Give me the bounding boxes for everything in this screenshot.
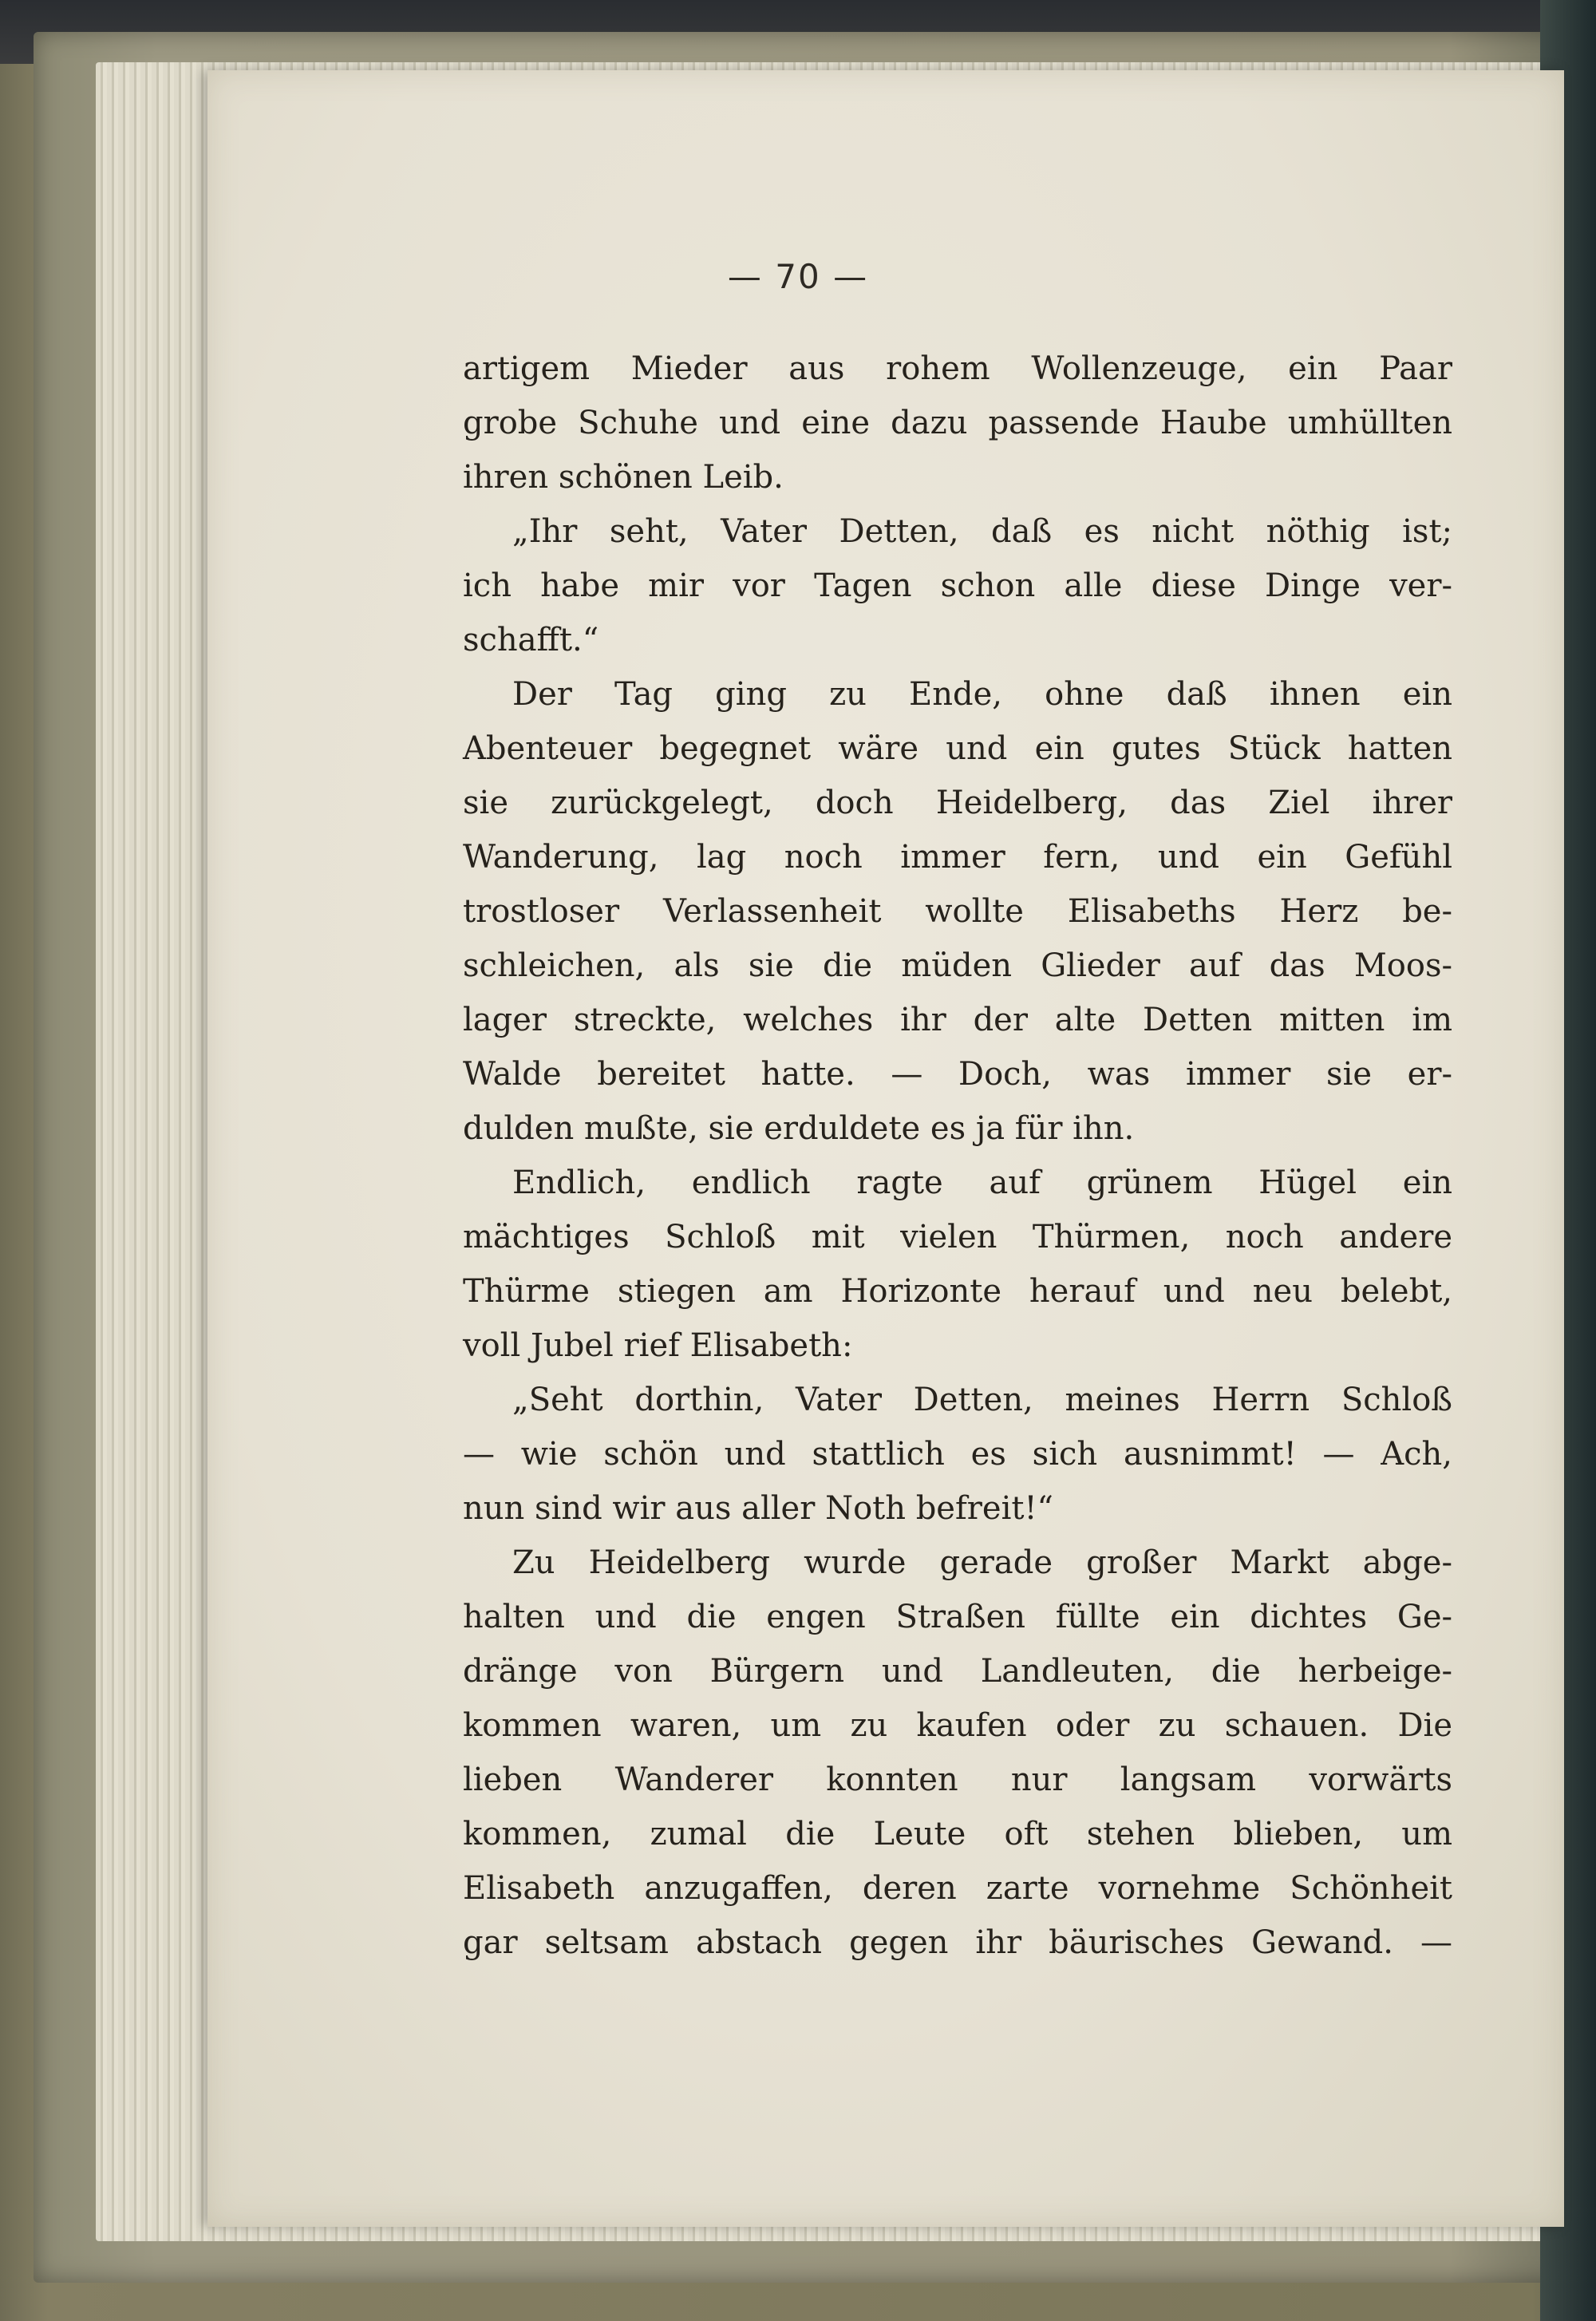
text-line: grobe Schuhe und eine dazu passende Haube umhüllten <box>463 405 1452 441</box>
text-line: kommen waren, um zu kaufen oder zu schauen. Die <box>463 1707 1452 1744</box>
text-line: ich habe mir vor Tagen schon alle diese Dinge ver- <box>463 567 1452 604</box>
text-line: gar seltsam abstach gegen ihr bäurisches Gewand. — <box>463 1924 1452 1961</box>
text-line: „Ihr seht, Vater Detten, daß es nicht nöthig ist; <box>512 513 1452 550</box>
text-line: kommen, zumal die Leute oft stehen blieben, um <box>463 1816 1452 1852</box>
text-line: mächtiges Schloß mit vielen Thürmen, noch andere <box>463 1219 1452 1255</box>
text-line: lager streckte, welches ihr der alte Detten mitten im <box>463 1002 1452 1038</box>
text-line: nun sind wir aus aller Noth befreit!“ <box>463 1490 1053 1527</box>
text-line: schafft.“ <box>463 622 599 658</box>
text-line: halten und die engen Straßen füllte ein dichtes Ge- <box>463 1599 1452 1635</box>
page-number: — 70 — <box>727 257 869 296</box>
page-text <box>463 342 1452 1970</box>
text-line: sie zurückgelegt, doch Heidelberg, das Ziel ihrer <box>463 785 1452 821</box>
text-line: ihren schönen Leib. <box>463 459 784 496</box>
text-line: dulden mußte, sie erduldete es ja für ihn. <box>463 1110 1135 1147</box>
text-line: Elisabeth anzugaffen, deren zarte vornehme Schönheit <box>463 1870 1452 1907</box>
text-line: — wie schön und stattlich es sich ausnimmt! — Ach, <box>463 1436 1452 1473</box>
text-line: dränge von Bürgern und Landleuten, die herbeige- <box>463 1653 1452 1690</box>
text-line: Der Tag ging zu Ende, ohne daß ihnen ein <box>512 676 1452 713</box>
text-line: lieben Wanderer konnten nur langsam vorwärts <box>463 1762 1452 1798</box>
text-line: artigem Mieder aus rohem Wollenzeuge, ein Paar <box>463 350 1452 387</box>
text-line: Endlich, endlich ragte auf grünem Hügel ein <box>512 1164 1452 1201</box>
text-line: trostloser Verlassenheit wollte Elisabeths Herz be- <box>463 893 1452 930</box>
text-line: Wanderung, lag noch immer fern, und ein Gefühl <box>463 839 1452 876</box>
text-line: voll Jubel rief Elisabeth: <box>463 1327 853 1364</box>
text-line: Thürme stiegen am Horizonte herauf und neu belebt, <box>463 1273 1452 1310</box>
text-line: Walde bereitet hatte. — Doch, was immer sie er- <box>463 1056 1452 1093</box>
text-line: schleichen, als sie die müden Glieder auf das Moos- <box>463 947 1452 984</box>
text-line: Zu Heidelberg wurde gerade großer Markt abge- <box>512 1544 1452 1581</box>
text-line: Abenteuer begegnet wäre und ein gutes Stück hatten <box>463 730 1452 767</box>
text-line: „Seht dorthin, Vater Detten, meines Herrn Schloß <box>512 1382 1452 1418</box>
